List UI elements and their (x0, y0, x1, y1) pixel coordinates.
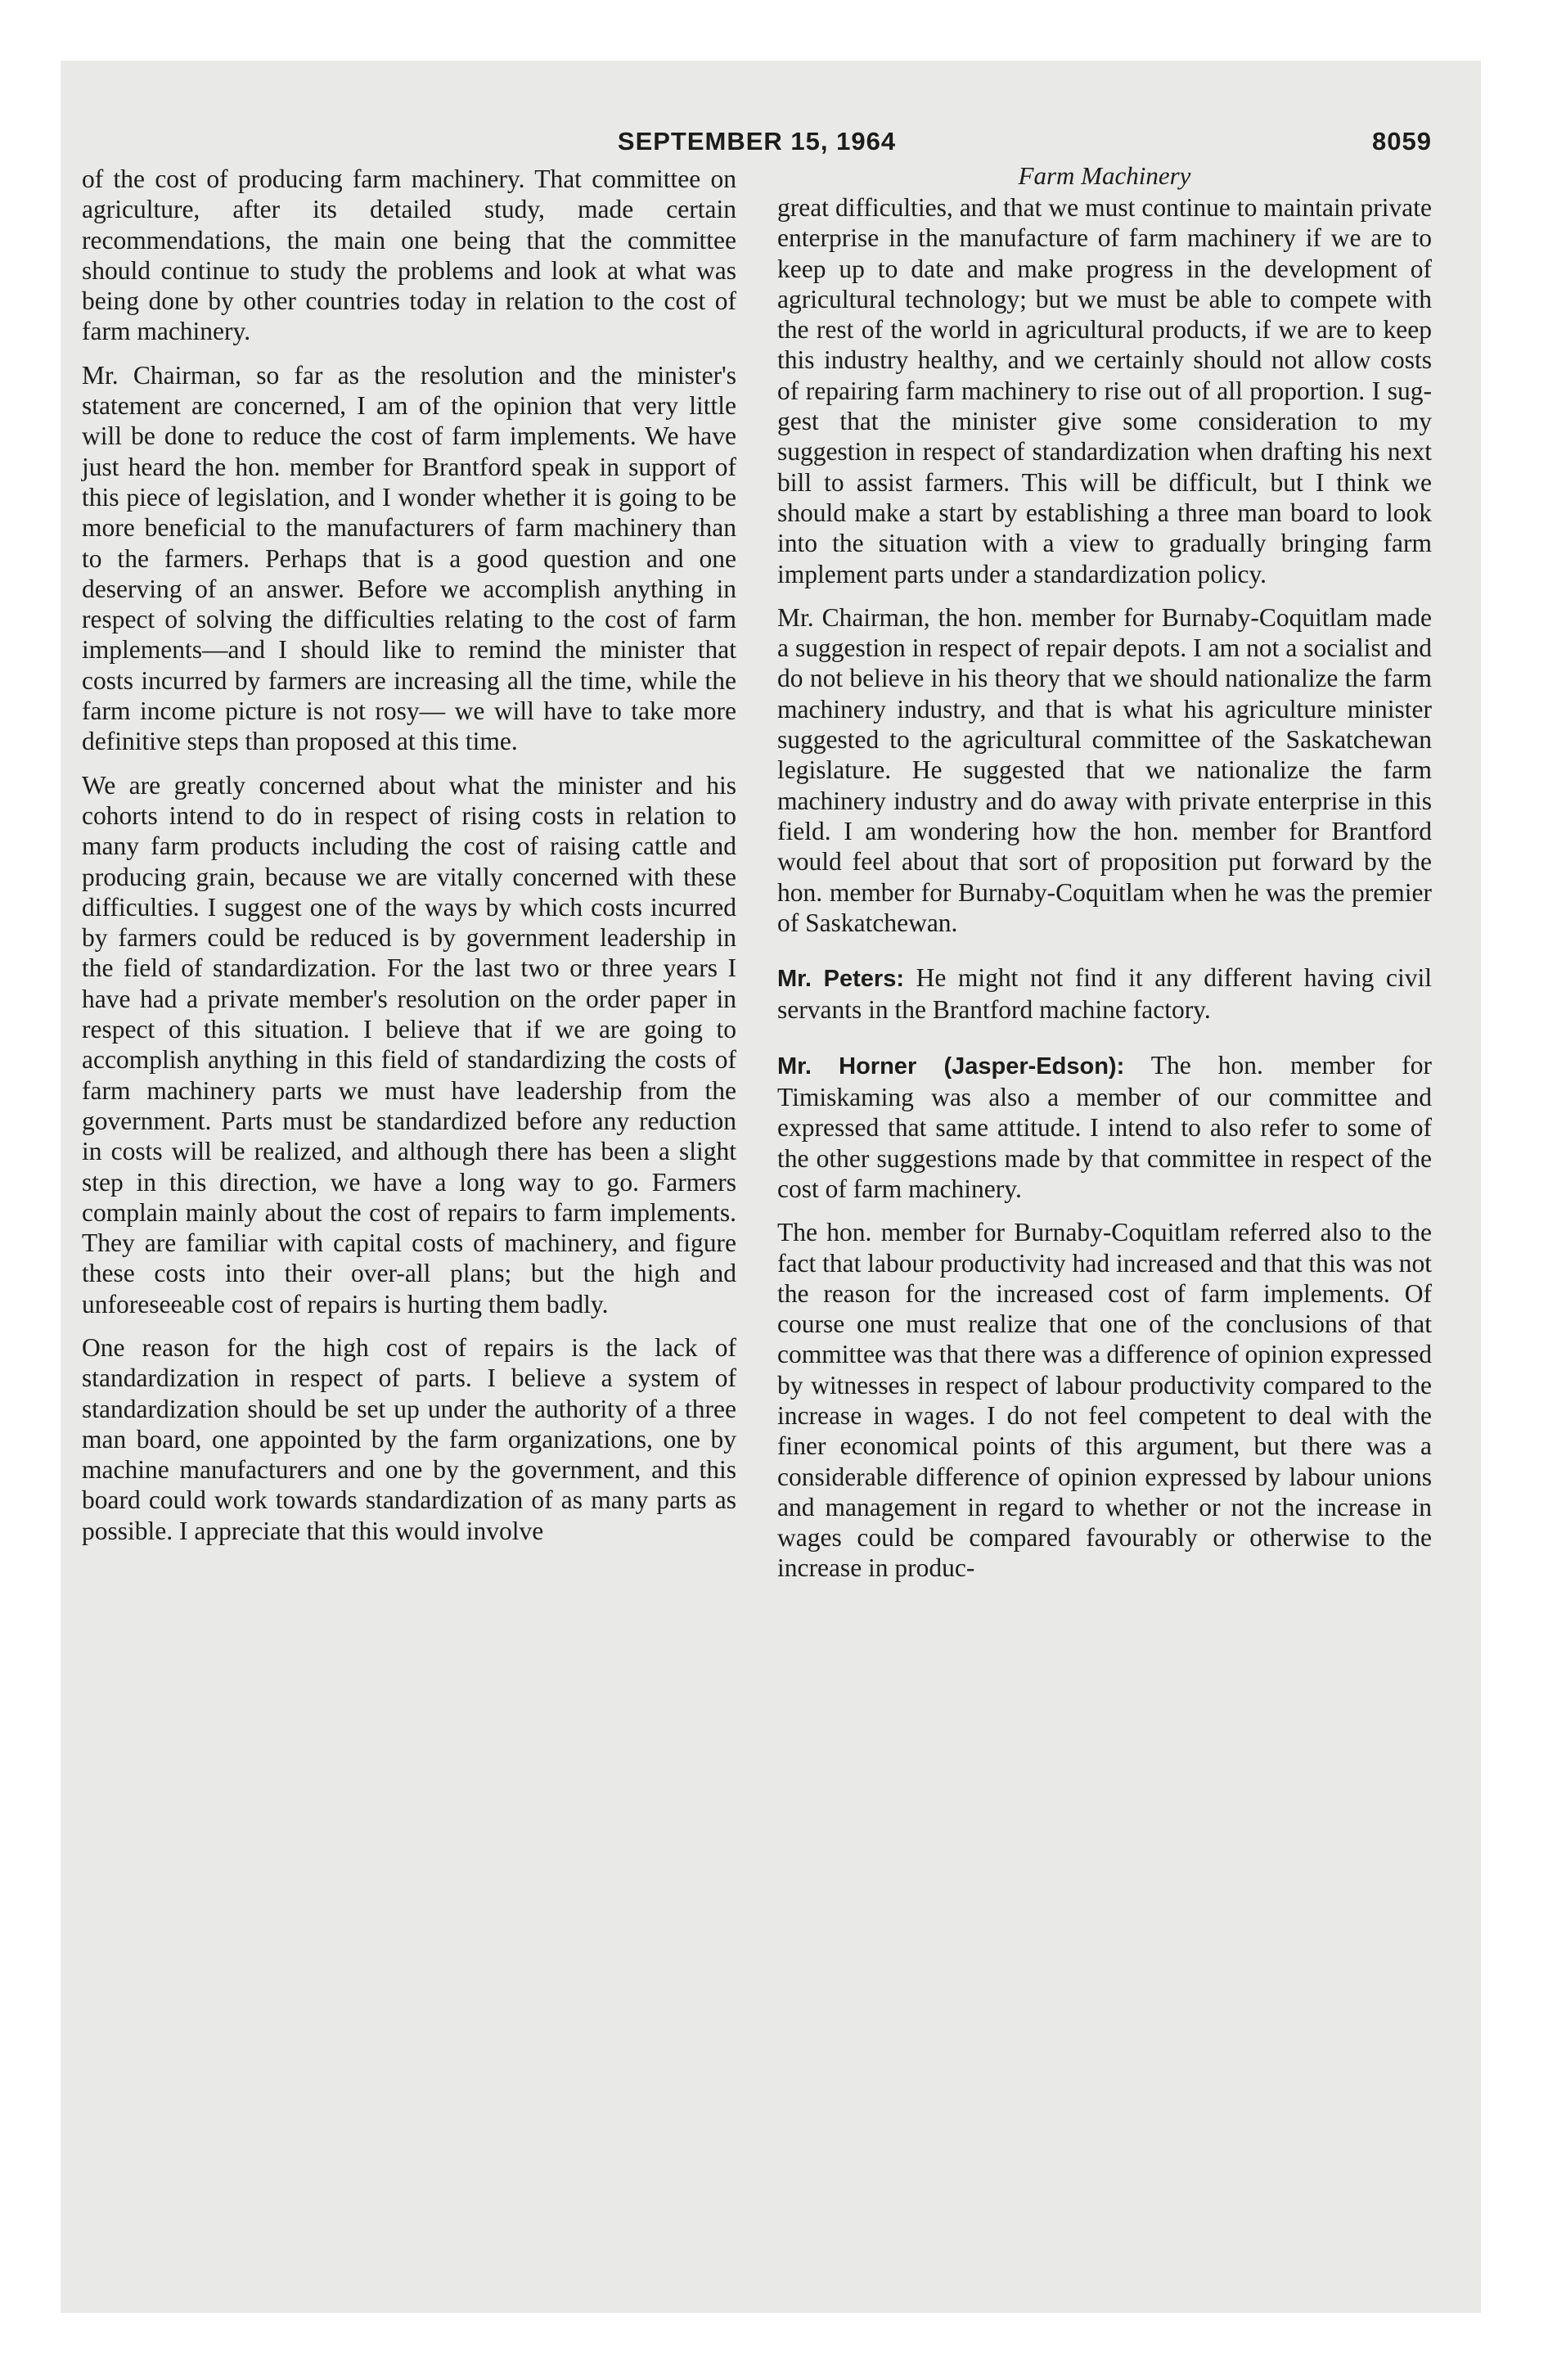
speaker-name: Mr. Horner (Jasper-Edson): (777, 1053, 1125, 1080)
right-paragraph-4 (777, 1050, 1432, 1204)
left-column (82, 164, 736, 1559)
right-paragraph-2: Mr. Chairman, the hon. member for Burnaby-Coquitlam made a suggestion in respect of repair depots. I am not a socialist and do not believe in his theory that we should nationalize the farm machinery industry, and that is what his agriculture minister suggested to the agricultural committee of the Saskatchewan legislature. He suggested that we nationalize the farm machinery industry and do away with private enterprise in this field. I am wondering how the hon. member for Brantford would feel about that sort of proposition put forward by the hon. member for Burnaby-Coquitlam when he was the premier of Saskatchewan. (777, 602, 1432, 937)
left-paragraph-4: One reason for the high cost of repairs is the lack of standardization in respect of parts. I believe a system of standardization should be set up under the authority of a three man board, one appointed by the farm organizations, one by machine manufacturers and one by the government, and this board could work towards standardization of as many parts as possible. I appreciate that this would involve (82, 1332, 736, 1545)
left-paragraph-3: We are greatly concerned about what the minister and his cohorts intend to do in respect of rising costs in relation to many farm products including the cost of raising cattle and producing grain, because we are vitally concerned with these difficulties. I suggest one of the ways by which costs incurred by farmers could be reduced is by government leadership in the field of standardization. For the last two or three years I have had a private member's resolution on the order paper in respect of this situation. I believe that if we are going to accomplish anything in this field of standardizing the costs of farm machinery parts we must have leadership from the government. Parts must be standardized before any reduction in costs will be realized, and although there has been a slight step in this direction, we have a long way to go. Farmers complain mainly about the cost of repairs to farm implements. They are familiar with capital costs of machinery, and figure these costs into their over-all plans; but the high and unforeseeable cost of repairs is hurting them badly. (82, 770, 736, 1318)
right-paragraph-5: The hon. member for Burnaby-Coquitlam referred also to the fact that labour productivity had increased and that this was not the reason for the increased cost of farm implements. Of course one must realize that one of the conclusions of that committee was that there was a difference of opinion expressed by witnesses in respect of labour productivity compared to the increase in wages. I do not feel competent to deal with the finer economical points of this argument, but there was a considerable difference of opinion expressed by labour unions and management in regard to whether or not the increase in wages could be compared favourably or otherwise to the increase in produc- (777, 1218, 1432, 1583)
running-title: Farm Machinery (1018, 161, 1191, 190)
speech-text: The hon. member for Timiskaming was also a member of our committee and expressed that same attitude. I intend to also refer to some of the other suggestions made by that committee in respect of the cost of farm machinery. (777, 1050, 1432, 1203)
right-paragraph-3 (777, 962, 1432, 1025)
page-number: 8059 (1372, 127, 1432, 156)
right-paragraph-1: great difficulties, and that we must continue to maintain private enterprise in the manufacture of farm machinery if we are to keep up to date and make progress in the development of agricultural technology; but we must be able to compete with the rest of the world in agricultural products, if we are to keep this industry healthy, and we certainly should not allow costs of repairing farm machinery to rise out of all proportion. I suggest that the minister give some consideration to my suggestion in respect of standardization when drafting his next bill to assist farmers. This will be difficult, but I think we should make a start by establishing a three man board to look into the situation with a view to gradually bringing farm implement parts under a standardization policy. (777, 193, 1432, 588)
right-column (777, 161, 1432, 1597)
left-paragraph-2: Mr. Chairman, so far as the resolution and the minister's statement are concerned, I am of the opinion that very little will be done to reduce the cost of farm implements. We have just heard the hon. member for Brantford speak in support of this piece of legislation, and I wonder whether it is going to be more beneficial to the manufacturers of farm machinery than to the farmers. Perhaps that is a good question and one deserving of an answer. Before we accomplish anything in respect of solving the difficulties relating to the cost of farm implements—and I should like to remind the minister that costs incurred by farmers are increasing all the time, while the farm income picture is not rosy— we will have to take more definitive steps than proposed at this time. (82, 360, 736, 756)
speech-text: He might not find it any different having civil servants in the Brantford machine factory. (777, 963, 1432, 1025)
speaker-name: Mr. Peters: (777, 966, 904, 993)
left-paragraph-1: of the cost of producing farm machinery. That committee on agriculture, after its detailed study, made certain recommendations, the main one being that the committee should continue to study the problems and look at what was being done by other countries today in relation to the cost of farm machinery. (82, 165, 736, 346)
header-date: SEPTEMBER 15, 1964 (617, 127, 897, 156)
